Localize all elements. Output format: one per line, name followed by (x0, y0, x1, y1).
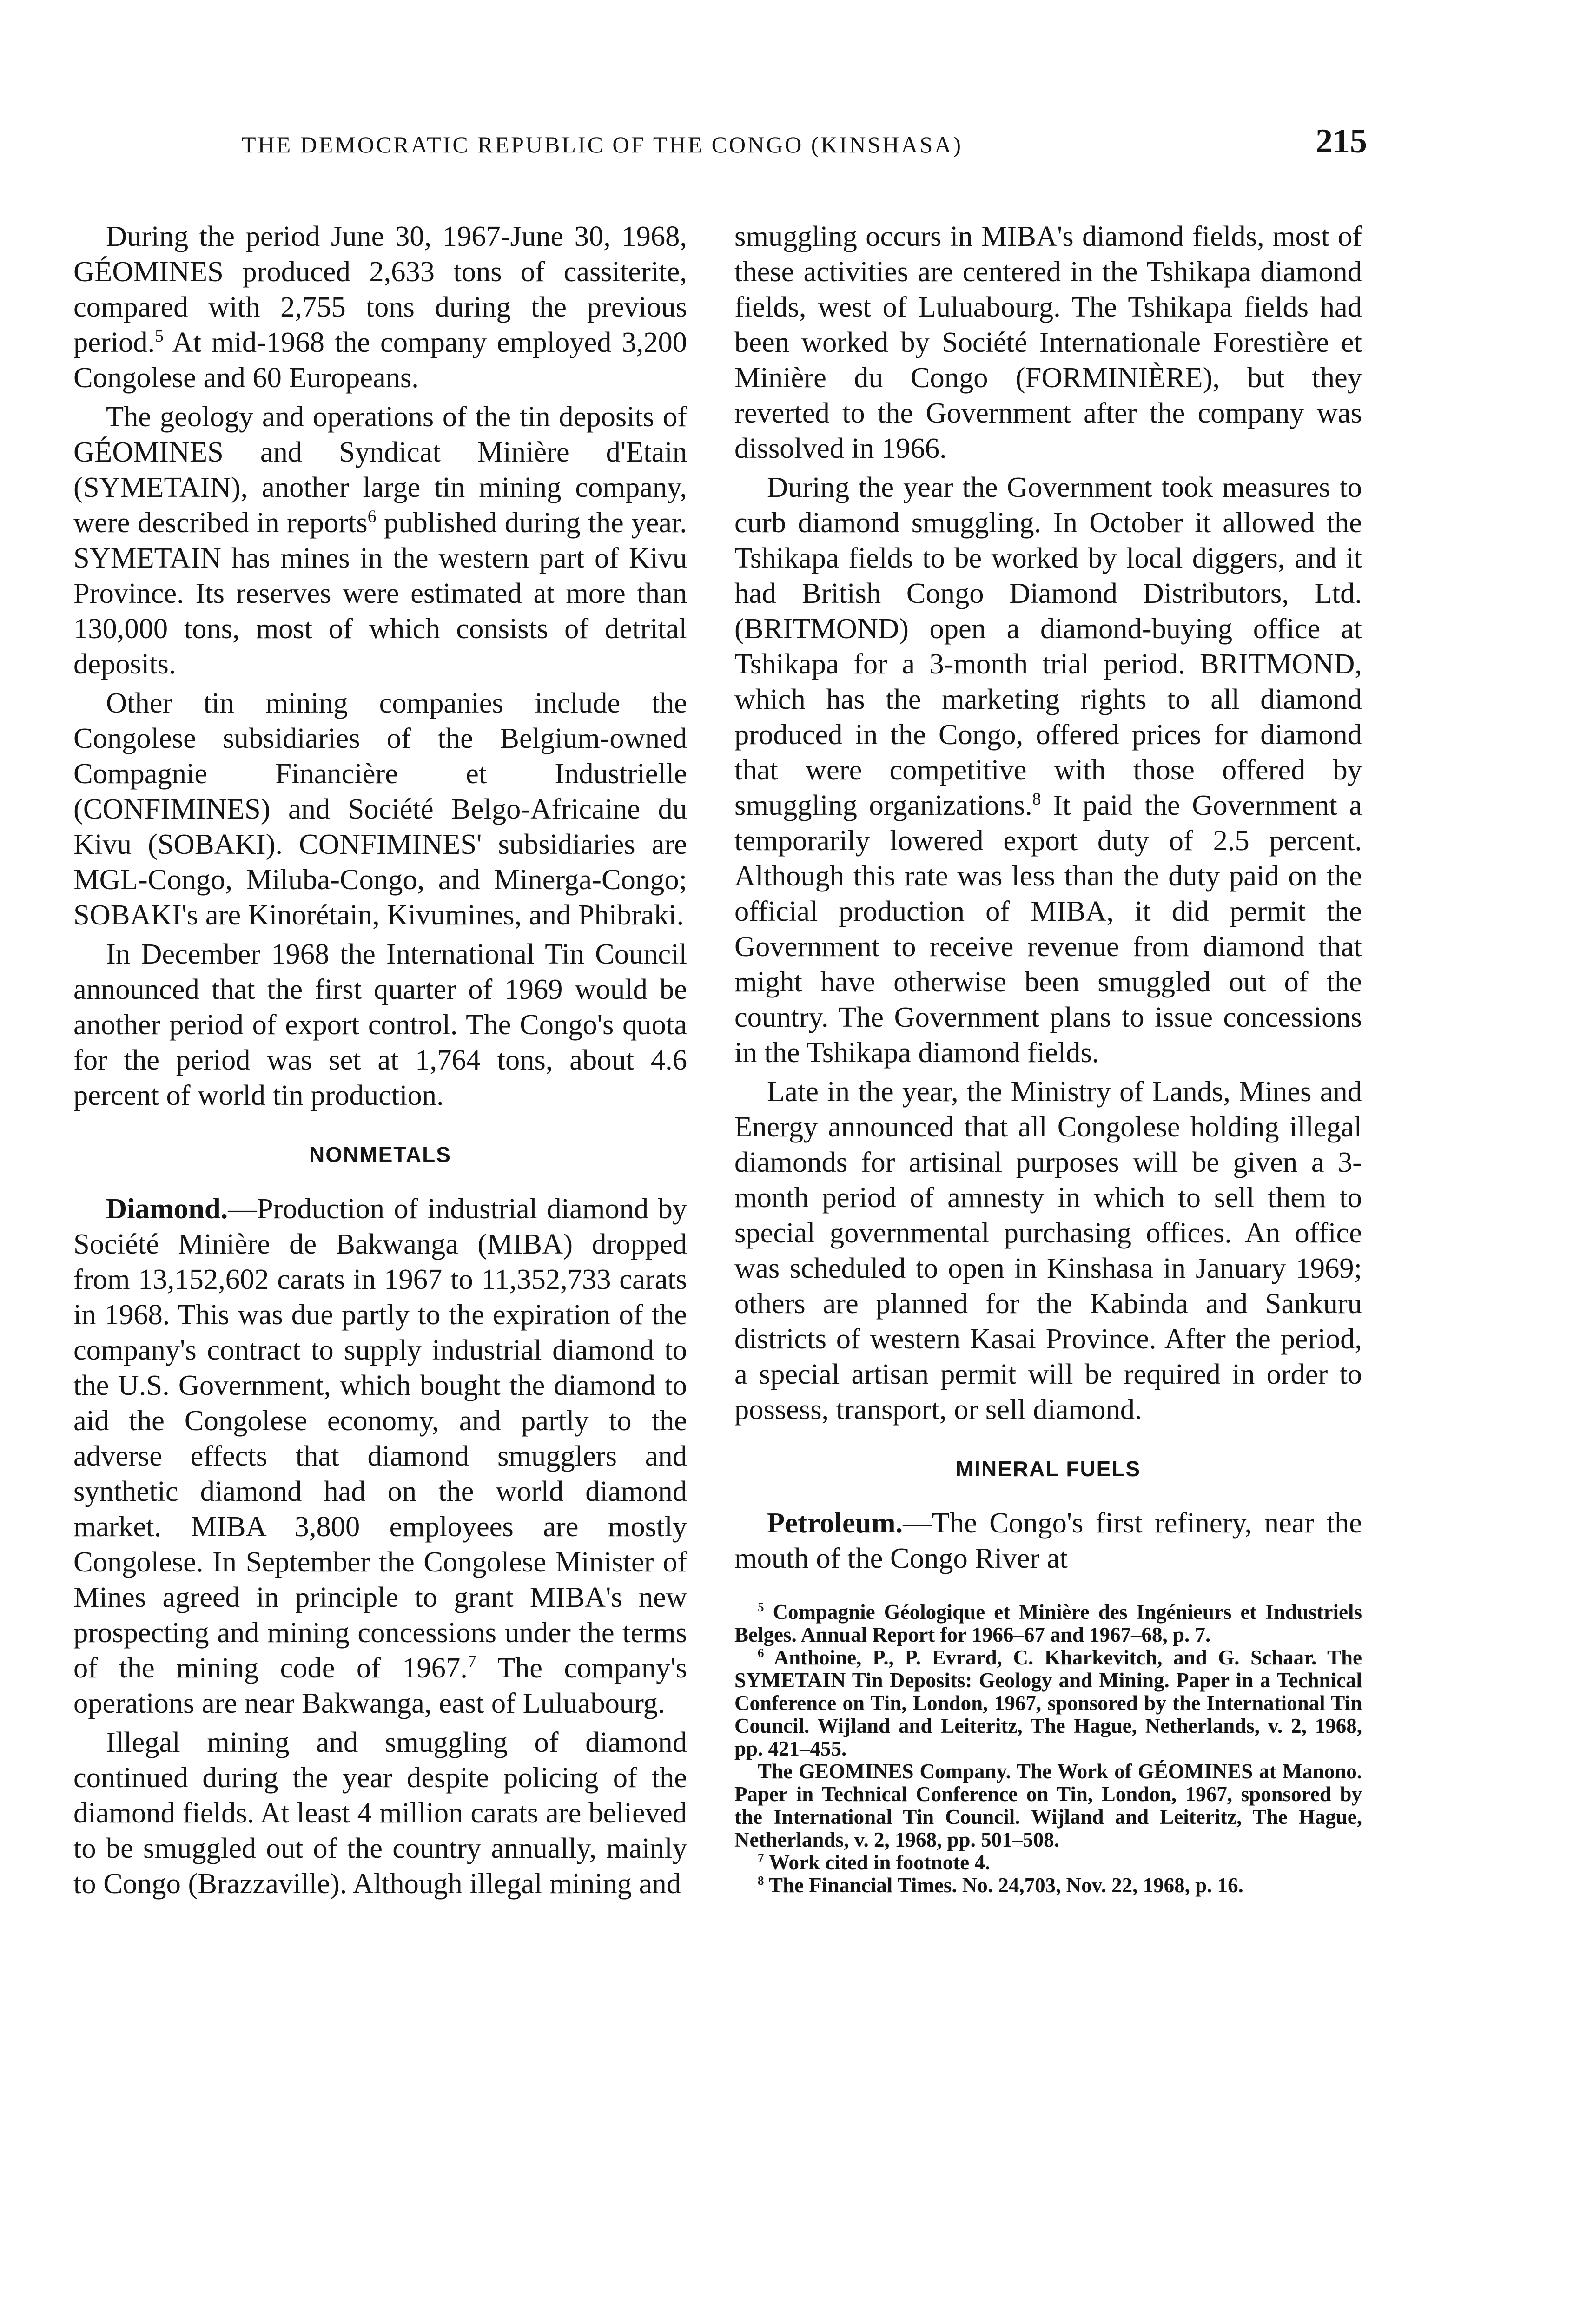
run-in-heading-diamond: Diamond. (106, 1192, 228, 1225)
section-heading-mineral-fuels: MINERAL FUELS (955, 1457, 1141, 1481)
footnote: $^5$ Compagnie Géologique et Minière des Ingénieurs et Industriels Belges. Annual Report for 1966–67 and 1967–68, p. 7. (734, 1600, 1362, 1646)
paragraph-illegal-mining: Illegal mining and smuggling of diamond continued during the year despite policing of the diamond fields. At least 4 million carats are believed to be smuggled out of the country annually, mainly to Congo (Brazzaville). Although illegal mining and (73, 1726, 687, 1900)
footnotes (734, 1601, 1362, 1897)
footnote-ref-8: 8 (1032, 790, 1041, 809)
page-number: 215 (1316, 122, 1367, 160)
footnote-marker: 8 (758, 1874, 764, 1888)
paragraph-geomines-production: During the period June 30, 1967-June 30, 1968, GÉOMINES produced 2,633 tons of cassiterite, compared with 2,755 tons during the previous period.$^5$ At mid-1968 the company employed 3,200 Congolese and 60 Europeans. (73, 220, 687, 394)
paragraph-diamond-production: Diamond.—Production of industrial diamond by Société Minière de Bakwanga (MIBA) dropped from 13,152,602 carats in 1967 to 11,352,733 carats in 1968. This was due partly to the expiration of the company's contract to supply industrial diamond to the U.S. Government, which bought the diamond to aid the Congolese economy, and partly to the adverse effects that diamond smugglers and synthetic diamond had on the world diamond market. MIBA 3,800 employees are mostly Congolese. In September the Congolese Minister of Mines agreed in principle to grant MIBA's new prospecting and mining concessions under the terms of the mining code of 1967.$^7$ The company's operations are near Bakwanga, east of Luluabourg. (73, 1192, 687, 1719)
footnote-ref-5: 5 (155, 327, 164, 346)
right-column (734, 218, 1362, 1897)
footnote-marker: 7 (758, 1851, 764, 1865)
footnote: The GEOMINES Company. The Work of GÉOMINES at Manono. Paper in Technical Conference on Tin, London, 1967, sponsored by the International Tin Council. Wijland and Leiteritz, The Hague, Netherlands, v. 2, 1968, pp. 501–508. (734, 1760, 1362, 1851)
paragraph-amnesty: Late in the year, the Ministry of Lands, Mines and Energy announced that all Congolese holding illegal diamonds for artisinal purposes will be given a 3-month period of amnesty in which to sell them to special governmental purchasing offices. An office was scheduled to open in Kinshasa in January 1969; others are planned for the Kabinda and Sankuru districts of western Kasai Province. After the period, a special artisan permit will be required in order to possess, transport, or sell diamond. (734, 1075, 1362, 1426)
paragraph-other-tin-companies: Other tin mining companies include the Congolese subsidiaries of the Belgium-owned Compagnie Financière et Industrielle (CONFIMINES) and Société Belgo-Africaine du Kivu (SOBAKI). CONFIMINES' subsidiaries are MGL-Congo, Miluba-Congo, and Minerga-Congo; SOBAKI's are Kinorétain, Kivumines, and Phibraki. (73, 687, 687, 931)
paragraph-smuggling-measures: During the year the Government took measures to curb diamond smuggling. In October it allowed the Tshikapa fields to be worked by local diggers, and it had British Congo Diamond Distributors, Ltd. (BRITMOND) open a diamond-buying office at Tshikapa for a 3-month trial period. BRITMOND, which has the marketing rights to all diamond produced in the Congo, offered prices for diamond that were competitive with those offered by smuggling organizations.$^8$ It paid the Government a temporarily lowered export duty of 2.5 percent. Although this rate was less than the duty paid on the official production of MIBA, it did permit the Government to receive revenue from diamond that might have otherwise been smuggled out of the country. The Government plans to issue concessions in the Tshikapa diamond fields. (734, 471, 1362, 1069)
footnote: $^7$ Work cited in footnote 4. (758, 1851, 991, 1874)
paragraph-petroleum: Petroleum.—The Congo's first refinery, near the mouth of the Congo River at (734, 1506, 1362, 1574)
footnote: $^6$ Anthoine, P., P. Evrard, C. Kharkevitch, and G. Schaar. The SYMETAIN Tin Deposits: Geology and Mining. Paper in a Technical Conference on Tin, London, 1967, sponsored by the International Tin Council. Wijland and Leiteritz, The Hague, Netherlands, v. 2, 1968, pp. 421–455. (734, 1646, 1362, 1760)
footnote-marker: 6 (758, 1646, 764, 1660)
footnote-marker: 5 (758, 1600, 764, 1614)
footnote-ref-7: 7 (467, 1652, 476, 1672)
paragraph-tin-council: In December 1968 the International Tin Council announced that the first quarter of 1969 would be another period of export control. The Congo's quota for the period was set at 1,764 tons, about 4.6 percent of world tin production. (73, 938, 687, 1111)
footnote-ref-6: 6 (367, 507, 377, 527)
paragraph-tshikapa-fields: smuggling occurs in MIBA's diamond fields, most of these activities are centered in the Tshikapa diamond fields, west of Luluabourg. The Tshikapa fields had been worked by Société Internationale Forestière et Minière du Congo (FORMINIÈRE), but they reverted to the Government after the company was dissolved in 1966. (734, 220, 1362, 464)
running-head: THE DEMOCRATIC REPUBLIC OF THE CONGO (KINSHASA) (242, 132, 963, 158)
run-in-heading-petroleum: Petroleum. (767, 1506, 903, 1539)
section-heading-nonmetals: NONMETALS (309, 1142, 451, 1167)
left-column (73, 218, 687, 1905)
footnote: $^8$ The Financial Times. No. 24,703, Nov. 22, 1968, p. 16. (758, 1874, 1243, 1897)
paragraph-tin-geology: The geology and operations of the tin deposits of GÉOMINES and Syndicat Minière d'Etain (SYMETAIN), another large tin mining company, were described in reports$^6$ published during the year. SYMETAIN has mines in the western part of Kivu Province. Its reserves were estimated at more than 130,000 tons, most of which consists of detrital deposits. (73, 400, 687, 680)
